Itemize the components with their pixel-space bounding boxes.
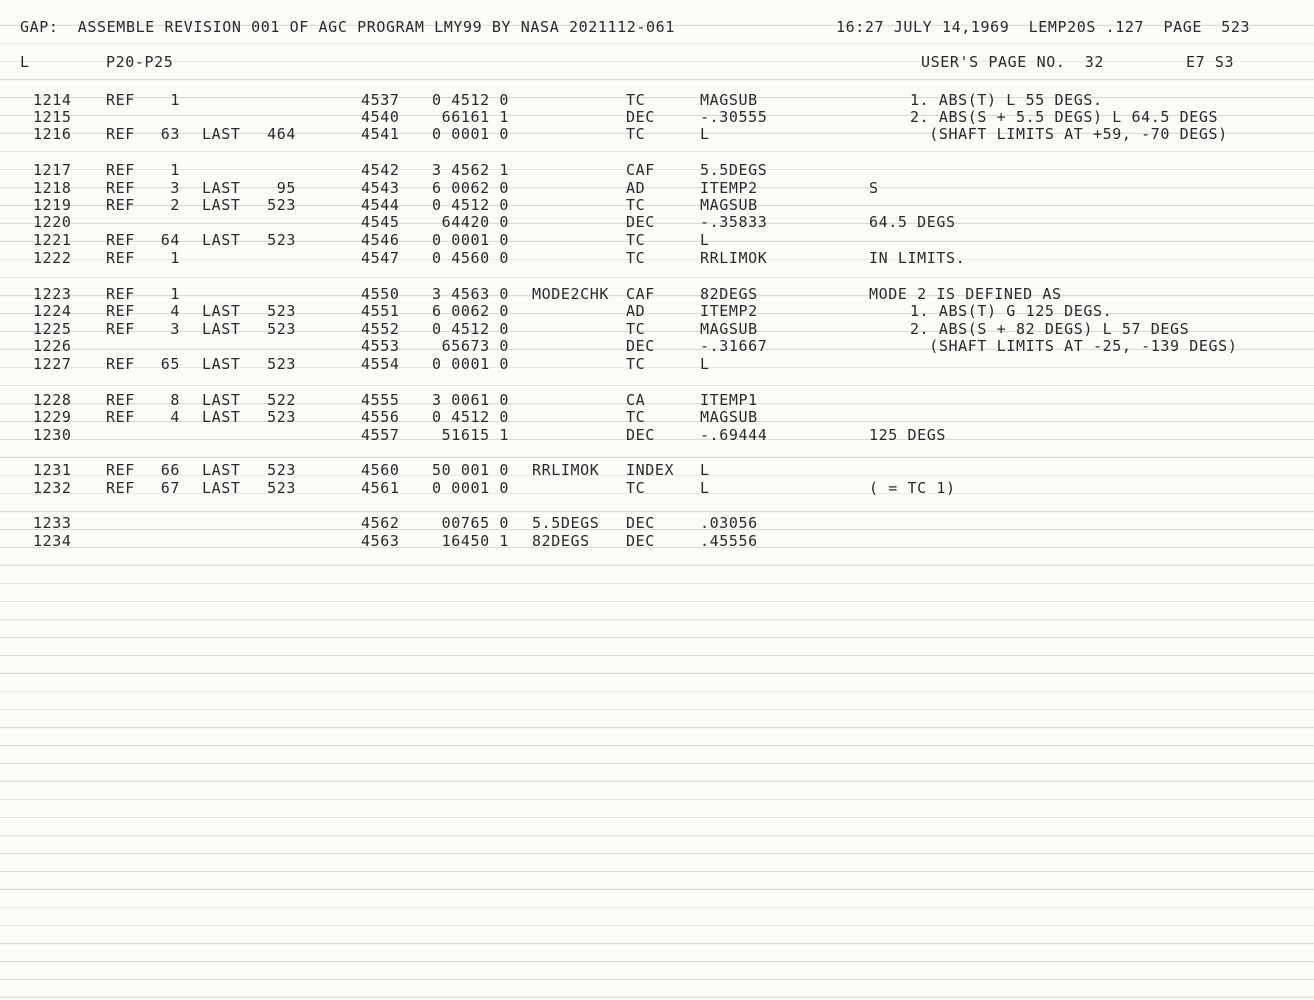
line-op: TC — [626, 125, 646, 143]
line-ref: REF — [106, 196, 135, 214]
line-op: TC — [626, 355, 646, 373]
line-num: 1224 — [33, 302, 72, 320]
line-op: CA — [626, 391, 646, 409]
line-refn: 3 — [170, 320, 180, 338]
line-refn: 1 — [170, 91, 180, 109]
line-num: 1228 — [33, 391, 72, 409]
line-addr: 4550 — [361, 285, 400, 303]
line-ref: REF — [106, 461, 135, 479]
line-ref: REF — [106, 320, 135, 338]
listing-line-1217 — [0, 162, 1314, 179]
line-refn: 2 — [170, 196, 180, 214]
line-word: 0 4512 0 — [431, 320, 509, 338]
listing-line-1215 — [0, 109, 1314, 126]
line-last: LAST — [202, 408, 241, 426]
line-addr: 4540 — [361, 108, 400, 126]
line-refn: 67 — [160, 479, 180, 497]
line-comment2: 2. ABS(S + 5.5 DEGS) L 64.5 DEGS — [910, 108, 1219, 126]
line-addr: 4562 — [361, 514, 400, 532]
line-op: DEC — [626, 514, 655, 532]
line-lastn: 523 — [267, 479, 296, 497]
line-word: 51615 1 — [441, 426, 509, 444]
line-comment: MODE 2 IS DEFINED AS — [869, 285, 1062, 303]
line-last: LAST — [202, 231, 241, 249]
line-op: DEC — [626, 532, 655, 550]
line-num: 1223 — [33, 285, 72, 303]
line-operand: RRLIMOK — [700, 249, 768, 267]
line-word: 64420 0 — [441, 213, 509, 231]
line-comment2: 1. ABS(T) L 55 DEGS. — [910, 91, 1103, 109]
line-lastn: 523 — [267, 408, 296, 426]
line-addr: 4546 — [361, 231, 400, 249]
line-refn: 8 — [170, 391, 180, 409]
line-op: TC — [626, 231, 646, 249]
listing-line-1223 — [0, 286, 1314, 303]
line-operand: 82DEGS — [700, 285, 758, 303]
line-addr: 4537 — [361, 91, 400, 109]
line-num: 1214 — [33, 91, 72, 109]
line-last: LAST — [202, 125, 241, 143]
line-operand: L — [700, 125, 710, 143]
line-op: DEC — [626, 426, 655, 444]
line-addr: 4563 — [361, 532, 400, 550]
line-addr: 4542 — [361, 161, 400, 179]
listing-line-1232 — [0, 480, 1314, 497]
line-word: 0 4512 0 — [431, 196, 509, 214]
line-op: CAF — [626, 285, 655, 303]
line-label: RRLIMOK — [532, 461, 600, 479]
line-op: DEC — [626, 108, 655, 126]
line-operand: L — [700, 231, 710, 249]
line-refn: 64 — [160, 231, 180, 249]
line-lastn: 523 — [267, 461, 296, 479]
listing-line-1214 — [0, 92, 1314, 109]
line-lastn: 523 — [267, 302, 296, 320]
line-operand: -.35833 — [700, 213, 768, 231]
line-ref: REF — [106, 231, 135, 249]
line-word: 0 0001 0 — [431, 479, 509, 497]
section-code: L — [20, 53, 30, 71]
line-addr: 4553 — [361, 337, 400, 355]
line-word: 3 0061 0 — [431, 391, 509, 409]
line-refn: 66 — [160, 461, 180, 479]
line-comment2: (SHAFT LIMITS AT +59, -70 DEGS) — [910, 125, 1228, 143]
listing-line-1216 — [0, 126, 1314, 143]
line-ref: REF — [106, 391, 135, 409]
line-addr: 4554 — [361, 355, 400, 373]
line-ref: REF — [106, 355, 135, 373]
line-last: LAST — [202, 461, 241, 479]
line-refn: 1 — [170, 249, 180, 267]
line-num: 1230 — [33, 426, 72, 444]
line-addr: 4547 — [361, 249, 400, 267]
line-operand: .45556 — [700, 532, 758, 550]
line-addr: 4544 — [361, 196, 400, 214]
line-num: 1232 — [33, 479, 72, 497]
line-lastn: 523 — [267, 320, 296, 338]
line-lastn: 95 — [276, 179, 296, 197]
line-num: 1231 — [33, 461, 72, 479]
line-operand: ITEMP2 — [700, 302, 758, 320]
listing-line-1234 — [0, 533, 1314, 550]
line-num: 1218 — [33, 179, 72, 197]
line-last: LAST — [202, 479, 241, 497]
line-op: AD — [626, 179, 646, 197]
line-addr: 4560 — [361, 461, 400, 479]
line-last: LAST — [202, 302, 241, 320]
line-ref: REF — [106, 479, 135, 497]
listing-line-1229 — [0, 409, 1314, 426]
line-op: DEC — [626, 337, 655, 355]
line-addr: 4556 — [361, 408, 400, 426]
line-ref: REF — [106, 249, 135, 267]
line-refn: 1 — [170, 285, 180, 303]
line-num: 1219 — [33, 196, 72, 214]
line-comment2: 1. ABS(T) G 125 DEGS. — [910, 302, 1113, 320]
line-op: TC — [626, 320, 646, 338]
section-title: P20-P25 — [106, 53, 174, 71]
line-addr: 4541 — [361, 125, 400, 143]
line-operand: 5.5DEGS — [700, 161, 768, 179]
listing-line-1227 — [0, 356, 1314, 373]
line-ref: REF — [106, 179, 135, 197]
line-last: LAST — [202, 391, 241, 409]
line-ref: REF — [106, 91, 135, 109]
line-num: 1234 — [33, 532, 72, 550]
line-word: 6 0062 0 — [431, 302, 509, 320]
line-addr: 4552 — [361, 320, 400, 338]
line-word: 16450 1 — [441, 532, 509, 550]
listing-line-1231 — [0, 462, 1314, 479]
line-op: CAF — [626, 161, 655, 179]
line-ref: REF — [106, 302, 135, 320]
line-comment: ( = TC 1) — [869, 479, 956, 497]
line-refn: 63 — [160, 125, 180, 143]
line-op: TC — [626, 479, 646, 497]
line-ref: REF — [106, 125, 135, 143]
line-operand: MAGSUB — [700, 408, 758, 426]
line-addr: 4543 — [361, 179, 400, 197]
listing-line-1233 — [0, 515, 1314, 532]
line-num: 1225 — [33, 320, 72, 338]
line-addr: 4545 — [361, 213, 400, 231]
header-timestamp-page: 16:27 JULY 14,1969 LEMP20S .127 PAGE 523 — [836, 18, 1251, 36]
line-comment2: 2. ABS(S + 82 DEGS) L 57 DEGS — [910, 320, 1190, 338]
line-op: TC — [626, 196, 646, 214]
users-page-number: USER'S PAGE NO. 32 — [921, 53, 1104, 71]
line-word: 6 0062 0 — [431, 179, 509, 197]
line-addr: 4557 — [361, 426, 400, 444]
line-op: TC — [626, 249, 646, 267]
line-refn: 4 — [170, 302, 180, 320]
listing-line-1226 — [0, 338, 1314, 355]
line-lastn: 464 — [267, 125, 296, 143]
line-num: 1222 — [33, 249, 72, 267]
line-addr: 4561 — [361, 479, 400, 497]
line-word: 0 0001 0 — [431, 125, 509, 143]
line-op: AD — [626, 302, 646, 320]
line-lastn: 523 — [267, 196, 296, 214]
line-last: LAST — [202, 320, 241, 338]
line-operand: MAGSUB — [700, 196, 758, 214]
line-addr: 4551 — [361, 302, 400, 320]
line-word: 50 001 0 — [431, 461, 509, 479]
line-op: TC — [626, 91, 646, 109]
line-ref: REF — [106, 285, 135, 303]
line-last: LAST — [202, 355, 241, 373]
line-num: 1221 — [33, 231, 72, 249]
line-last: LAST — [202, 196, 241, 214]
listing-line-1224 — [0, 303, 1314, 320]
line-label: MODE2CHK — [532, 285, 610, 303]
line-word: 0 4512 0 — [431, 91, 509, 109]
line-lastn: 523 — [267, 231, 296, 249]
line-refn: 1 — [170, 161, 180, 179]
code-right: E7 S3 — [1186, 53, 1235, 71]
line-refn: 3 — [170, 179, 180, 197]
line-word: 66161 1 — [441, 108, 509, 126]
line-num: 1217 — [33, 161, 72, 179]
listing-line-1225 — [0, 321, 1314, 338]
line-ref: REF — [106, 161, 135, 179]
line-num: 1226 — [33, 337, 72, 355]
line-comment: 125 DEGS — [869, 426, 947, 444]
line-op: TC — [626, 408, 646, 426]
line-num: 1233 — [33, 514, 72, 532]
line-comment: S — [869, 179, 879, 197]
line-addr: 4555 — [361, 391, 400, 409]
line-num: 1216 — [33, 125, 72, 143]
line-op: DEC — [626, 213, 655, 231]
line-word: 0 4560 0 — [431, 249, 509, 267]
line-word: 3 4563 0 — [431, 285, 509, 303]
line-word: 65673 0 — [441, 337, 509, 355]
line-last: LAST — [202, 179, 241, 197]
line-num: 1220 — [33, 213, 72, 231]
line-word: 00765 0 — [441, 514, 509, 532]
line-lastn: 522 — [267, 391, 296, 409]
line-operand: L — [700, 479, 710, 497]
line-ref: REF — [106, 408, 135, 426]
line-num: 1215 — [33, 108, 72, 126]
line-refn: 65 — [160, 355, 180, 373]
line-label: 82DEGS — [532, 532, 590, 550]
line-word: 3 4562 1 — [431, 161, 509, 179]
line-operand: MAGSUB — [700, 320, 758, 338]
listing-line-1221 — [0, 232, 1314, 249]
listing-line-1228 — [0, 392, 1314, 409]
line-operand: L — [700, 461, 710, 479]
line-label: 5.5DEGS — [532, 514, 600, 532]
listing-line-1220 — [0, 214, 1314, 231]
line-comment: IN LIMITS. — [869, 249, 966, 267]
line-operand: ITEMP2 — [700, 179, 758, 197]
listing-line-1218 — [0, 180, 1314, 197]
line-refn: 4 — [170, 408, 180, 426]
line-num: 1229 — [33, 408, 72, 426]
line-comment: 64.5 DEGS — [869, 213, 956, 231]
line-operand: L — [700, 355, 710, 373]
line-operand: .03056 — [700, 514, 758, 532]
listing-line-1230 — [0, 427, 1314, 444]
line-operand: ITEMP1 — [700, 391, 758, 409]
listing-line-1219 — [0, 197, 1314, 214]
line-operand: -.69444 — [700, 426, 768, 444]
line-word: 0 0001 0 — [431, 231, 509, 249]
line-operand: MAGSUB — [700, 91, 758, 109]
line-word: 0 4512 0 — [431, 408, 509, 426]
listing-line-1222 — [0, 250, 1314, 267]
line-operand: -.30555 — [700, 108, 768, 126]
header-title: GAP: ASSEMBLE REVISION 001 OF AGC PROGRAM LMY99 BY NASA 2021112-061 — [20, 18, 675, 36]
line-num: 1227 — [33, 355, 72, 373]
line-op: INDEX — [626, 461, 675, 479]
line-comment2: (SHAFT LIMITS AT -25, -139 DEGS) — [910, 337, 1238, 355]
line-operand: -.31667 — [700, 337, 768, 355]
line-word: 0 0001 0 — [431, 355, 509, 373]
line-lastn: 523 — [267, 355, 296, 373]
